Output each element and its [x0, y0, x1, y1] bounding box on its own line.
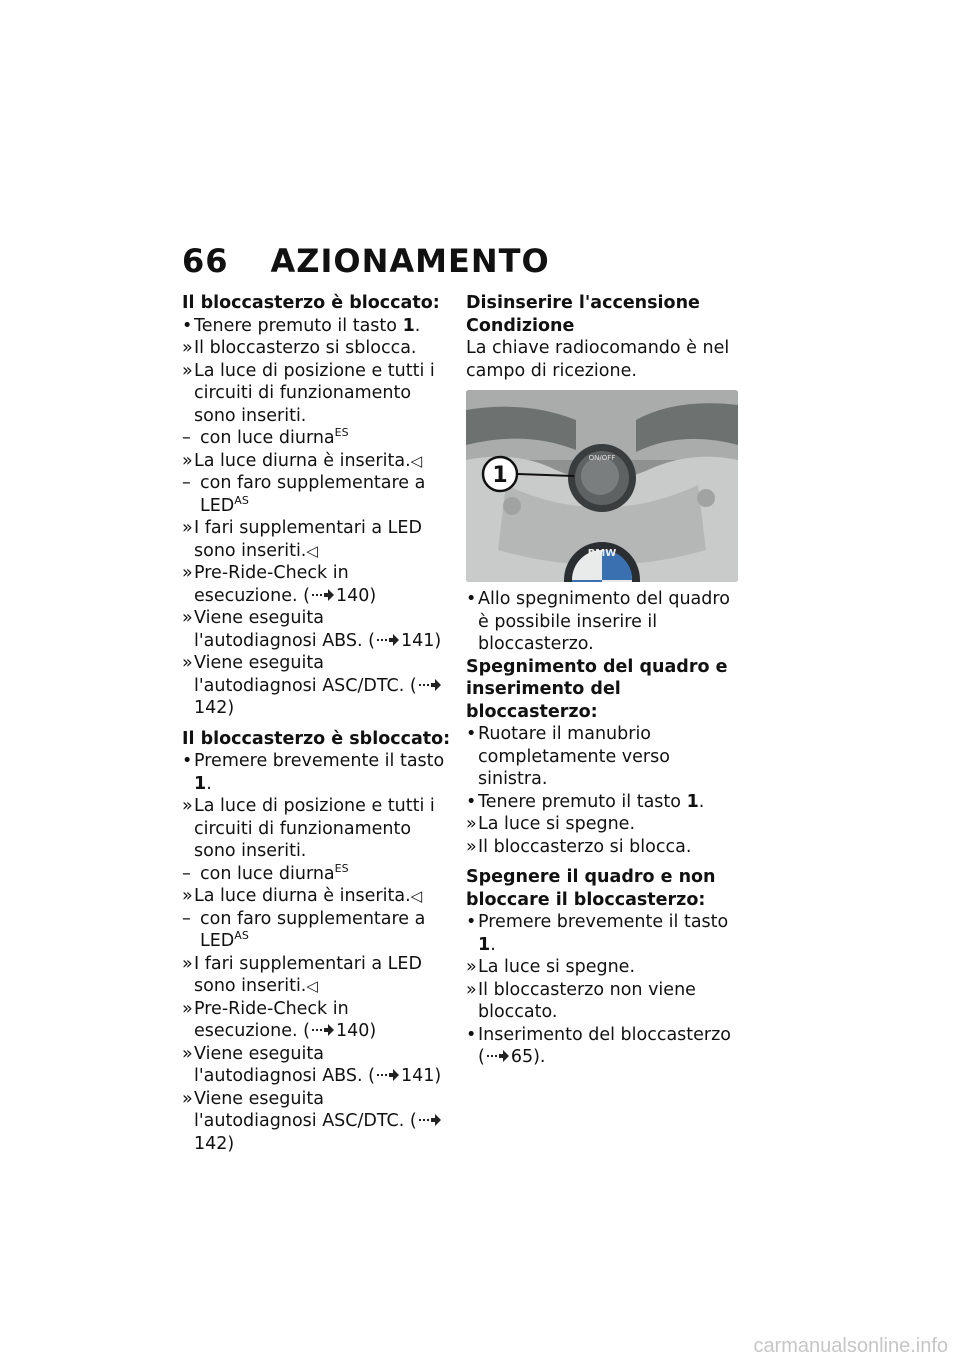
list-item: • Premere brevemente il tasto 1.: [182, 751, 445, 794]
list-item: » La luce di posizione e tutti i circuiti di funzionamento sono inseriti.: [182, 360, 435, 426]
list-item: » La luce si spegne.: [466, 814, 636, 834]
page-reference-arrow-icon: [377, 1069, 399, 1081]
callout-number: 1: [492, 463, 508, 488]
list-item: – con luce diurna$^{ES}$: [182, 861, 349, 884]
list-item: » Viene eseguita l'autodiagnosi ABS. ( 141): [182, 608, 442, 651]
list-item: » Il bloccasterzo si blocca.: [466, 836, 692, 857]
list-item: » La luce si spegne.: [466, 957, 636, 977]
page-reference-arrow-icon: [487, 1050, 509, 1062]
list-item: • Tenere premuto il tasto 1.: [466, 791, 705, 812]
unlocked-heading: Il bloccasterzo è sbloccato:: [182, 728, 451, 749]
off-nolock-heading: Spegnere il quadro e non bloccare il bloccasterzo:: [466, 867, 716, 910]
end-mark-icon: ◁: [306, 977, 318, 995]
ignition-button-photo: [466, 390, 738, 582]
list-item: » Viene eseguita l'autodiagnosi ASC/DTC. ( 142): [182, 1088, 452, 1156]
list-item: – con faro supplementare a $LED^{AS}$: [182, 473, 426, 516]
end-mark-icon: ◁: [410, 451, 423, 470]
right-column: [466, 292, 740, 1069]
left-column: [182, 292, 452, 1155]
end-mark-icon: ◁: [410, 887, 423, 905]
button-label: ON/OFF: [588, 454, 616, 462]
section-title: AZIONAMENTO: [270, 242, 550, 280]
list-item: » Il bloccasterzo non viene bloccato.: [466, 979, 696, 1022]
section-heading: Disinserire l'accensione: [466, 293, 700, 313]
list-item: » La luce diurna è inserita.◁: [182, 450, 423, 471]
end-mark-icon: ◁: [306, 541, 318, 560]
list-item: » Viene eseguita l'autodiagnosi ASC/DTC. ( 142): [182, 652, 452, 720]
page-reference-arrow-icon: [312, 1024, 334, 1036]
list-item: • Tenere premuto il tasto 1.: [182, 315, 421, 336]
off-lock-heading: Spegnimento del quadro e inserimento del bloccasterzo:: [466, 656, 728, 722]
list-item: » I fari supplementari a LED sono inseriti.◁: [182, 518, 422, 561]
list-item: – con faro supplementare a $LED^{AS}$: [182, 908, 426, 951]
list-item: » La luce di posizione e tutti i circuiti di funzionamento sono inseriti.: [182, 796, 435, 861]
page-header: [182, 242, 550, 280]
list-item: » I fari supplementari a LED sono inseriti.◁: [182, 953, 422, 996]
list-item: – con luce diurna$^{ES}$: [182, 426, 349, 448]
bmw-logo-text: BMW: [587, 548, 617, 559]
list-item: • Allo spegnimento del quadro è possibile inserire il bloccasterzo.: [466, 589, 730, 654]
page-reference-arrow-icon: [377, 634, 399, 646]
list-item: • Inserimento del bloccasterzo ( 65).: [466, 1024, 732, 1067]
list-item: » Viene eseguita l'autodiagnosi ABS. ( 141): [182, 1043, 442, 1086]
page-reference-arrow-icon: [419, 1114, 441, 1126]
list-item: • Premere brevemente il tasto 1.: [466, 912, 729, 955]
page-reference-arrow-icon: [312, 589, 334, 601]
list-item: » Il bloccasterzo si sblocca.: [182, 338, 417, 358]
page-number: 66: [182, 242, 229, 280]
condition-heading: Condizione: [466, 315, 575, 336]
watermark: carmanualsonline.info: [753, 1335, 948, 1357]
condition-text: La chiave radiocomando è nel campo di ricezione.: [466, 338, 730, 381]
locked-heading: Il bloccasterzo è bloccato:: [182, 293, 440, 313]
list-item: » La luce diurna è inserita.◁: [182, 886, 423, 906]
list-item: » Pre-Ride-Check in esecuzione. ( 140): [182, 998, 377, 1041]
page-reference-arrow-icon: [419, 679, 441, 691]
list-item: » Pre-Ride-Check in esecuzione. ( 140): [182, 563, 377, 606]
list-item: • Ruotare il manubrio completamente verso sinistra.: [466, 724, 670, 789]
